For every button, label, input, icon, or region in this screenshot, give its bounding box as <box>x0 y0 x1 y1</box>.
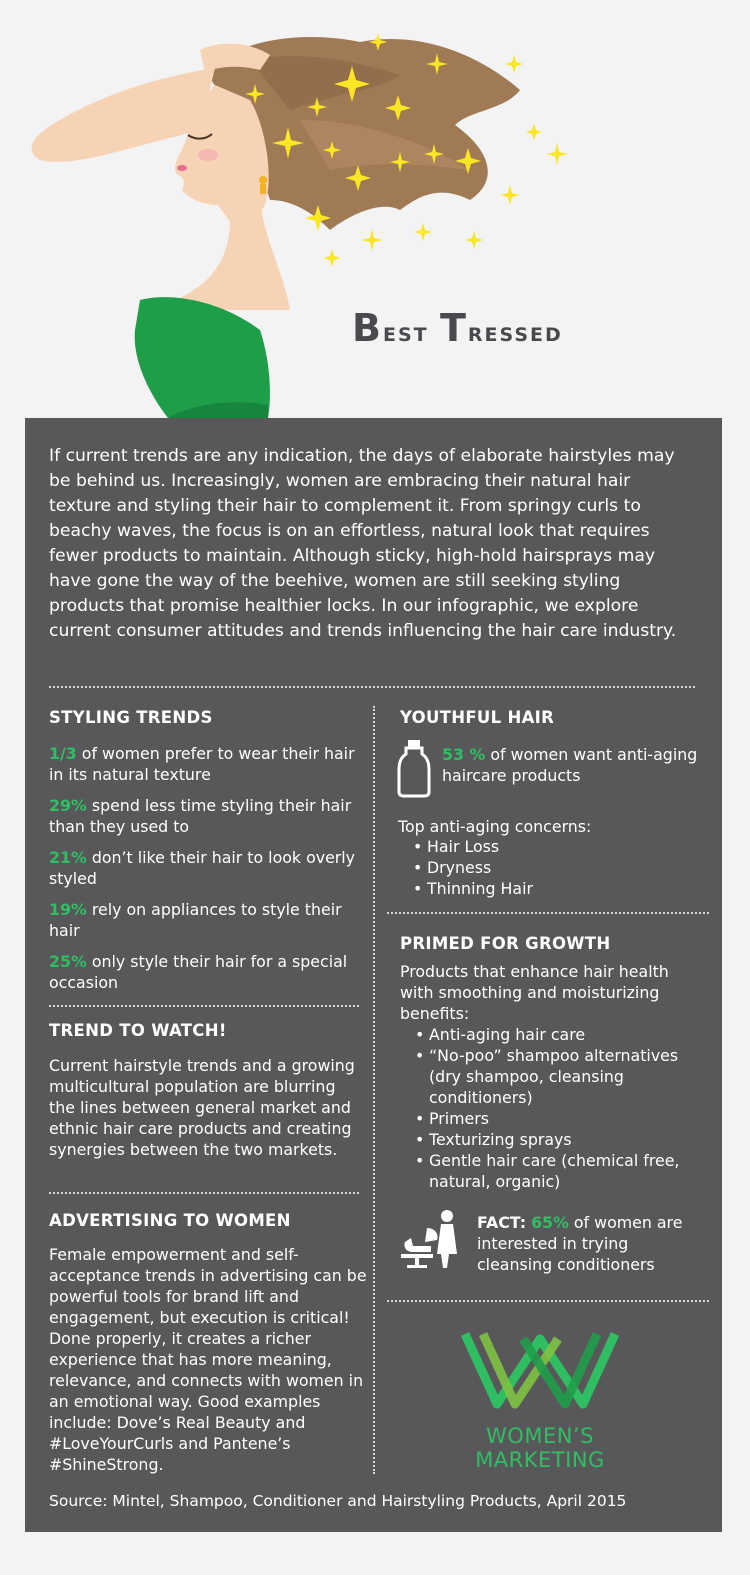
bottle-icon <box>397 738 431 798</box>
woman-hair-illustration <box>0 0 750 418</box>
list-item: • “No-poo” shampoo alternatives (dry shampoo, cleansing conditioners) <box>415 1045 705 1108</box>
logo-text: WOMEN’S MARKETING <box>475 1424 605 1472</box>
hero-illustration <box>0 0 750 418</box>
list-item: • Hair Loss <box>413 836 693 857</box>
primed-heading: PRIMED FOR GROWTH <box>400 934 611 953</box>
youthful-stat: 53 % of women want anti-aging haircare products <box>442 745 698 785</box>
stat-item: 19% rely on appliances to style their hair <box>49 900 342 940</box>
salon-chair-icon <box>397 1208 461 1270</box>
list-item: • Texturizing sprays <box>415 1129 705 1150</box>
divider <box>49 1192 359 1194</box>
intro-paragraph: If current trends are any indication, the days of elaborate hairstyles may be behind us. Increasingly, women are embracing their natural hair texture and styling their hair to complement it. From springy curls to beachy waves, the focus is on an effortless, natural look that requires fewer products to maintain. Although sticky, high-hold hairsprays may have gone the way of the beehive, women are still seeking styling products that promise healthier locks. In our infographic, we explore current consumer attitudes and trends influencing the hair care industry. <box>49 446 677 641</box>
stat-item: 29% spend less time styling their hair than they used to <box>49 796 352 836</box>
divider <box>387 1300 709 1302</box>
list-item: • Anti-aging hair care <box>415 1024 705 1045</box>
concerns-label: Top anti-aging concerns: <box>398 817 592 836</box>
advertising-heading: ADVERTISING TO WOMEN <box>49 1211 291 1230</box>
fact-text: FACT: 65% of women are interested in trying cleansing conditioners <box>477 1213 683 1274</box>
trend-to-watch-body: Current hairstyle trends and a growing multicultural population are blurring the lines between general market and ethnic hair care products and creating synergies between the two markets. <box>49 1056 355 1159</box>
divider <box>387 912 709 914</box>
stat-item: 1/3 of women prefer to wear their hair in its natural texture <box>49 744 355 784</box>
primed-intro: Products that enhance hair health with smoothing and moisturizing benefits: <box>400 962 669 1023</box>
page-title: Best Tressed <box>352 306 563 350</box>
advertising-body: Female empowerment and self-acceptance trends in advertising can be powerful tools for brand lift and engagement, but execution is critical! Done properly, it creates a richer experience that has more meaning, relevance, and connects with women in an emotional way. Good examples include: Dove’s Real Beauty and #LoveYourCurls and Pantene’s #ShineStrong. <box>49 1245 367 1474</box>
stat-item: 21% don’t like their hair to look overly styled <box>49 848 356 888</box>
logo-mark-icon <box>435 1324 645 1424</box>
divider <box>49 1005 359 1007</box>
divider <box>49 686 695 688</box>
content-panel <box>25 418 722 1532</box>
list-item: • Dryness <box>413 857 693 878</box>
column-divider <box>373 706 375 1474</box>
concerns-list <box>413 836 693 899</box>
stat-item: 25% only style their hair for a special occasion <box>49 952 348 992</box>
primed-list <box>415 1024 705 1192</box>
list-item: • Thinning Hair <box>413 878 693 899</box>
youthful-hair-heading: YOUTHFUL HAIR <box>400 708 555 727</box>
styling-trends-heading: STYLING TRENDS <box>49 708 213 727</box>
list-item: • Gentle hair care (chemical free, natural, organic) <box>415 1150 705 1192</box>
trend-to-watch-heading: TREND TO WATCH! <box>49 1021 227 1040</box>
list-item: • Primers <box>415 1108 705 1129</box>
womens-marketing-logo <box>435 1324 645 1472</box>
source-note: Source: Mintel, Shampoo, Conditioner and Hairstyling Products, April 2015 <box>49 1492 627 1510</box>
